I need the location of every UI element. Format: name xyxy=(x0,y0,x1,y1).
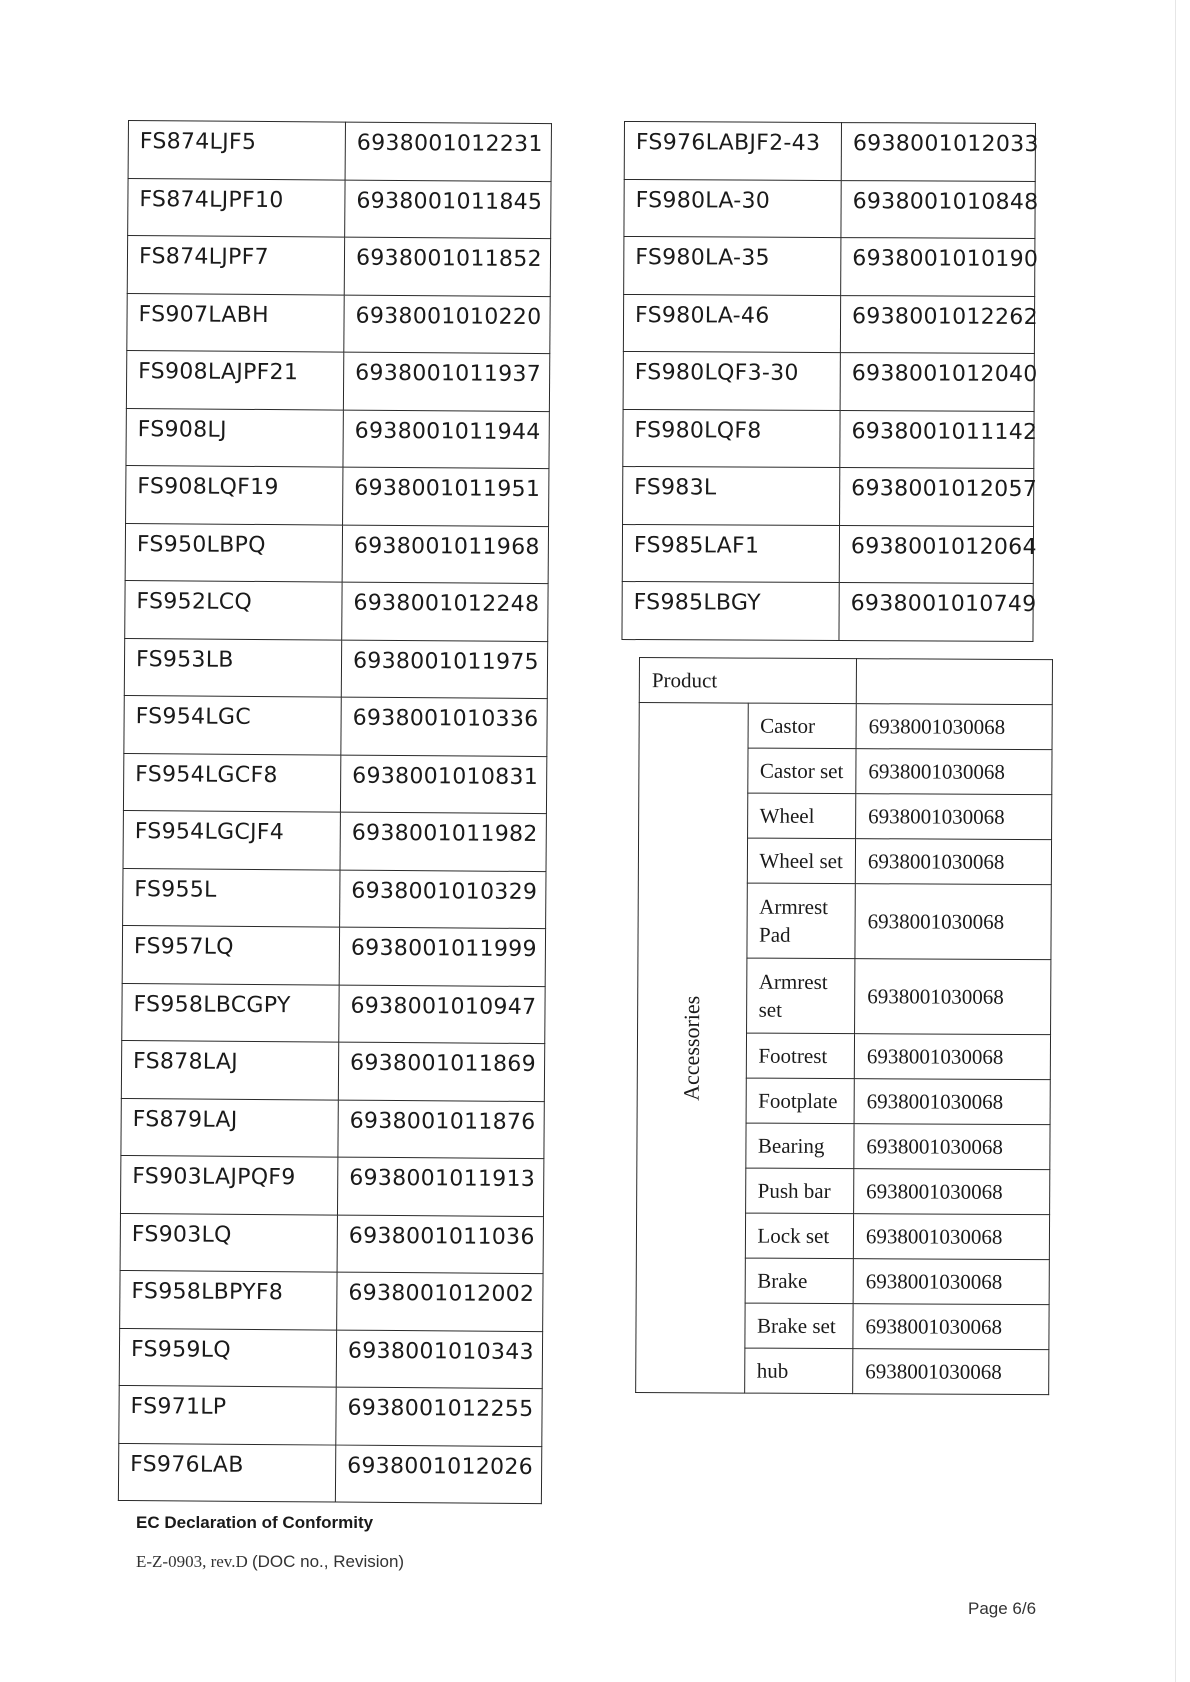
model-cell xyxy=(121,1040,338,1099)
code-cell xyxy=(342,525,548,584)
barcode-number: 6938001011036 xyxy=(348,1223,535,1250)
document-number xyxy=(136,1552,404,1572)
model-cell xyxy=(128,178,345,237)
accessory-name-cell xyxy=(745,1213,854,1259)
accessory-name-cell xyxy=(745,1258,854,1304)
model-number: FS954LGC xyxy=(135,704,252,730)
barcode-number: 6938001012002 xyxy=(348,1280,535,1308)
model-cell xyxy=(623,351,840,410)
accessory-name-cell xyxy=(744,1303,853,1349)
code-cell xyxy=(340,812,546,871)
code-cell xyxy=(344,237,550,296)
left-table-row xyxy=(127,236,550,297)
accessories-table xyxy=(635,657,1053,1395)
model-number: FS878LAJ xyxy=(133,1049,239,1075)
model-number: FS958LBPYF8 xyxy=(131,1279,284,1306)
accessory-name: Push bar xyxy=(757,1178,831,1204)
right-table-row xyxy=(624,179,1035,239)
model-number: FS874LJPF7 xyxy=(138,244,269,271)
model-number: FS983L xyxy=(634,475,717,501)
left-table-row xyxy=(121,1040,544,1101)
right-table-row xyxy=(622,524,1033,584)
model-number: FS957LQ xyxy=(133,934,234,960)
accessory-code: 6938001030068 xyxy=(868,804,1005,829)
model-number: FS908LJ xyxy=(137,416,227,443)
page-edge xyxy=(1175,0,1176,1682)
barcode-number: 6938001012255 xyxy=(347,1395,534,1423)
model-number: FS955L xyxy=(134,876,217,903)
accessory-code: 6938001030068 xyxy=(866,1089,1004,1114)
code-cell xyxy=(341,640,547,699)
left-table-row xyxy=(118,1443,541,1504)
document-title: EC Declaration of Conformity xyxy=(136,1513,374,1532)
left-table-row xyxy=(123,868,546,929)
accessory-code: 6938001030068 xyxy=(865,1269,1003,1294)
accessory-code-cell xyxy=(853,1304,1049,1350)
code-cell xyxy=(841,123,1039,181)
left-table-row xyxy=(119,1328,542,1389)
model-cell xyxy=(120,1270,337,1329)
accessory-code: 6938001030068 xyxy=(867,984,1004,1009)
accessory-name: Footplate xyxy=(758,1088,838,1114)
page-number: Page 6/6 xyxy=(968,1599,1037,1618)
code-cell xyxy=(343,352,549,411)
accessory-code: 6938001030068 xyxy=(866,1044,1004,1069)
accessory-code-cell xyxy=(856,794,1052,840)
model-cell xyxy=(624,122,841,181)
accessory-code-cell xyxy=(853,1259,1049,1305)
model-cell xyxy=(122,983,339,1042)
code-cell xyxy=(338,1100,544,1159)
left-table-row xyxy=(124,638,547,699)
barcode-number: 6938001012057 xyxy=(851,476,1038,503)
model-number: FS976LABJF2-43 xyxy=(635,130,821,156)
left-table-row xyxy=(122,925,545,986)
model-cell xyxy=(121,1098,338,1157)
model-cell xyxy=(126,350,343,409)
left-table-row xyxy=(125,523,548,584)
model-number: FS954LGCF8 xyxy=(135,761,278,788)
model-number: FS907LABH xyxy=(138,301,270,328)
right-table-row xyxy=(624,237,1035,297)
model-number: FS980LA-46 xyxy=(634,302,770,329)
model-cell xyxy=(623,409,840,468)
accessory-name-cell xyxy=(748,703,857,749)
barcode-number: 6938001011869 xyxy=(350,1050,537,1078)
accessory-name: hub xyxy=(756,1358,789,1383)
code-cell xyxy=(337,1157,543,1216)
left-table-row xyxy=(122,983,545,1044)
doc-number-value: E-Z-0903, rev.D xyxy=(136,1552,248,1571)
accessory-name-cell xyxy=(746,1033,855,1079)
accessory-name: Castor set xyxy=(759,758,844,784)
code-cell xyxy=(340,755,546,814)
accessory-name: Brake set xyxy=(756,1313,836,1339)
code-cell xyxy=(337,1272,543,1331)
barcode-number: 6938001012262 xyxy=(851,303,1038,330)
accessories-header-row xyxy=(639,658,1052,705)
product-code-table-left xyxy=(118,120,552,1504)
accessory-name-cell xyxy=(744,1348,853,1394)
barcode-number: 6938001012248 xyxy=(353,590,540,618)
accessory-code-cell xyxy=(855,884,1051,960)
accessory-name-cell xyxy=(747,748,856,794)
accessory-code-cell xyxy=(855,839,1051,885)
left-table-row xyxy=(126,465,549,526)
code-cell xyxy=(840,295,1038,353)
left-table-row xyxy=(126,350,549,411)
model-number: FS954LGCJF4 xyxy=(134,819,285,846)
model-number: FS976LAB xyxy=(130,1451,244,1478)
model-cell xyxy=(119,1328,336,1387)
accessory-code-cell xyxy=(856,749,1052,795)
barcode-number: 6938001011852 xyxy=(355,245,542,273)
code-cell xyxy=(336,1387,542,1446)
barcode-number: 6938001011845 xyxy=(356,188,543,215)
barcode-number: 6938001011944 xyxy=(354,418,541,445)
code-cell xyxy=(339,985,545,1044)
model-cell xyxy=(624,179,841,238)
accessory-name: Armrest Pad xyxy=(758,894,829,947)
model-number: FS950LBPQ xyxy=(136,531,266,558)
left-table-row xyxy=(120,1270,543,1331)
model-cell xyxy=(125,523,342,582)
barcode-number: 6938001010947 xyxy=(350,993,537,1020)
left-table-row xyxy=(128,178,551,239)
model-number: FS980LA-35 xyxy=(635,245,770,271)
left-table-row xyxy=(127,293,550,354)
barcode-number: 6938001012040 xyxy=(851,361,1038,388)
code-cell xyxy=(840,468,1038,526)
accessory-code: 6938001030068 xyxy=(865,1359,1002,1384)
model-cell xyxy=(123,810,340,869)
code-cell xyxy=(337,1215,543,1274)
model-number: FS908LAJPF21 xyxy=(138,359,299,386)
barcode-number: 6938001010831 xyxy=(352,763,539,790)
model-cell xyxy=(126,408,343,467)
code-cell xyxy=(343,467,549,526)
left-table-row xyxy=(128,121,551,182)
left-table-row xyxy=(124,695,547,756)
code-cell xyxy=(839,525,1037,583)
code-cell xyxy=(336,1330,542,1389)
code-cell xyxy=(342,582,548,641)
barcode-number: 6938001010336 xyxy=(352,705,539,733)
model-cell xyxy=(120,1155,337,1214)
code-cell xyxy=(340,870,546,929)
model-cell xyxy=(125,580,342,639)
accessory-name-cell xyxy=(747,838,856,884)
barcode-number: 6938001011982 xyxy=(351,820,538,848)
barcode-number: 6938001011142 xyxy=(851,418,1038,445)
accessory-code: 6938001030068 xyxy=(868,714,1006,739)
code-cell xyxy=(841,238,1039,296)
left-table-row xyxy=(123,753,546,814)
product-header: Product xyxy=(651,668,718,693)
model-number: FS874LJF5 xyxy=(139,129,257,155)
accessory-name: Armrest set xyxy=(758,969,828,1022)
model-cell xyxy=(623,294,840,353)
barcode-number: 6938001010329 xyxy=(351,878,538,905)
model-cell xyxy=(122,925,339,984)
accessory-name-cell xyxy=(747,793,856,839)
code-header xyxy=(857,681,1052,682)
accessory-name: Bearing xyxy=(757,1133,825,1158)
barcode-number: 6938001010848 xyxy=(852,188,1039,215)
code-cell xyxy=(839,583,1037,641)
code-cell xyxy=(341,697,547,756)
code-cell xyxy=(840,353,1038,411)
model-cell xyxy=(118,1443,335,1502)
accessory-code-cell xyxy=(856,704,1052,750)
accessory-code-cell xyxy=(854,1124,1050,1170)
accessory-code: 6938001030068 xyxy=(867,849,1005,874)
model-number: FS958LBCGPY xyxy=(133,991,291,1018)
model-cell xyxy=(624,237,841,296)
model-number: FS980LA-30 xyxy=(635,187,771,214)
right-table-row xyxy=(623,466,1034,526)
accessory-code-cell xyxy=(853,1349,1049,1395)
accessory-name: Castor xyxy=(760,713,816,738)
barcode-number: 6938001010190 xyxy=(852,246,1039,273)
code-cell xyxy=(335,1445,541,1504)
barcode-number: 6938001010343 xyxy=(347,1338,534,1365)
model-cell xyxy=(128,121,345,180)
accessory-row xyxy=(639,703,1052,750)
code-cell xyxy=(339,927,545,986)
accessory-name-cell xyxy=(745,1168,854,1214)
product-header-cell xyxy=(639,658,856,704)
model-number: FS959LQ xyxy=(130,1336,231,1363)
model-cell xyxy=(622,524,839,583)
right-table-row xyxy=(623,409,1034,469)
barcode-number: 6938001012231 xyxy=(356,130,543,158)
model-number: FS879LAJ xyxy=(132,1106,238,1133)
model-number: FS952LCQ xyxy=(136,589,253,615)
barcode-number: 6938001012033 xyxy=(852,131,1039,158)
accessory-code-cell xyxy=(854,1079,1050,1125)
code-cell xyxy=(345,122,551,181)
barcode-number: 6938001010220 xyxy=(355,303,542,330)
model-number: FS953LB xyxy=(135,646,234,673)
accessories-group-cell xyxy=(636,703,748,1394)
model-number: FS874LJPF10 xyxy=(139,186,284,213)
right-table-row xyxy=(623,351,1034,411)
model-number: FS980LQF8 xyxy=(634,417,762,444)
code-cell xyxy=(338,1042,544,1101)
code-cell xyxy=(343,410,549,469)
accessory-code-cell xyxy=(854,1169,1050,1215)
model-number: FS903LQ xyxy=(131,1221,232,1248)
accessory-name-cell xyxy=(745,1123,854,1169)
left-table-row xyxy=(121,1098,544,1159)
model-cell xyxy=(119,1385,336,1444)
accessory-name: Lock set xyxy=(757,1223,830,1249)
accessory-code: 6938001030068 xyxy=(865,1314,1003,1339)
model-cell xyxy=(127,293,344,352)
code-cell xyxy=(345,180,551,239)
barcode-number: 6938001011999 xyxy=(350,935,537,963)
right-table-row xyxy=(623,294,1034,354)
left-table-row xyxy=(123,810,546,871)
barcode-number: 6938001012064 xyxy=(850,533,1037,560)
accessory-code: 6938001030068 xyxy=(867,909,1005,934)
code-header-cell xyxy=(856,659,1052,705)
barcode-number: 6938001011951 xyxy=(354,475,541,503)
model-number: FS985LAF1 xyxy=(633,532,760,559)
code-cell xyxy=(344,295,550,354)
model-cell xyxy=(120,1213,337,1272)
accessory-code-cell xyxy=(855,959,1051,1035)
barcode-number: 6938001011876 xyxy=(349,1108,536,1135)
doc-number-label: (DOC no., Revision) xyxy=(251,1552,405,1571)
accessory-name: Wheel set xyxy=(759,848,843,874)
barcode-number: 6938001012026 xyxy=(347,1453,534,1480)
model-number: FS985LBGY xyxy=(633,590,761,616)
model-number: FS908LQF19 xyxy=(137,474,279,501)
model-cell xyxy=(123,868,340,927)
left-table-row xyxy=(120,1213,543,1274)
model-cell xyxy=(123,753,340,812)
model-cell xyxy=(124,695,341,754)
right-table-row xyxy=(622,581,1033,641)
accessory-name-cell xyxy=(746,1078,855,1124)
barcode-number: 6938001011913 xyxy=(349,1165,536,1193)
model-cell xyxy=(127,236,344,295)
right-table-row xyxy=(624,122,1035,182)
model-number: FS971LP xyxy=(130,1394,227,1420)
code-cell xyxy=(840,410,1038,468)
product-code-table-right xyxy=(621,121,1039,642)
accessory-name-cell xyxy=(746,883,855,959)
model-cell xyxy=(124,638,341,697)
accessories-group-label: Accessories xyxy=(678,995,704,1101)
model-cell xyxy=(622,581,839,640)
left-table-row xyxy=(126,408,549,469)
accessory-code: 6938001030068 xyxy=(866,1134,1004,1159)
model-number: FS980LQF3-30 xyxy=(634,360,799,386)
barcode-number: 6938001011937 xyxy=(355,360,542,388)
accessory-code-cell xyxy=(854,1034,1050,1080)
left-table-row xyxy=(119,1385,542,1446)
barcode-number: 6938001011975 xyxy=(352,648,540,675)
left-table-row xyxy=(120,1155,543,1216)
accessory-code-cell xyxy=(853,1214,1049,1260)
model-number: FS903LAJPQF9 xyxy=(132,1164,296,1191)
model-cell xyxy=(623,466,840,525)
code-cell xyxy=(841,180,1039,238)
accessory-name-cell xyxy=(746,958,855,1034)
accessory-name: Wheel xyxy=(759,803,815,828)
accessory-name: Brake xyxy=(757,1268,808,1293)
barcode-number: 6938001011968 xyxy=(353,533,540,560)
accessory-code: 6938001030068 xyxy=(868,759,1005,784)
left-table-row xyxy=(125,580,548,641)
accessory-code: 6938001030068 xyxy=(866,1179,1003,1204)
barcode-number: 6938001010749 xyxy=(850,591,1037,618)
model-cell xyxy=(126,465,343,524)
accessory-code: 6938001030068 xyxy=(865,1224,1003,1249)
accessory-name: Footrest xyxy=(758,1043,828,1068)
